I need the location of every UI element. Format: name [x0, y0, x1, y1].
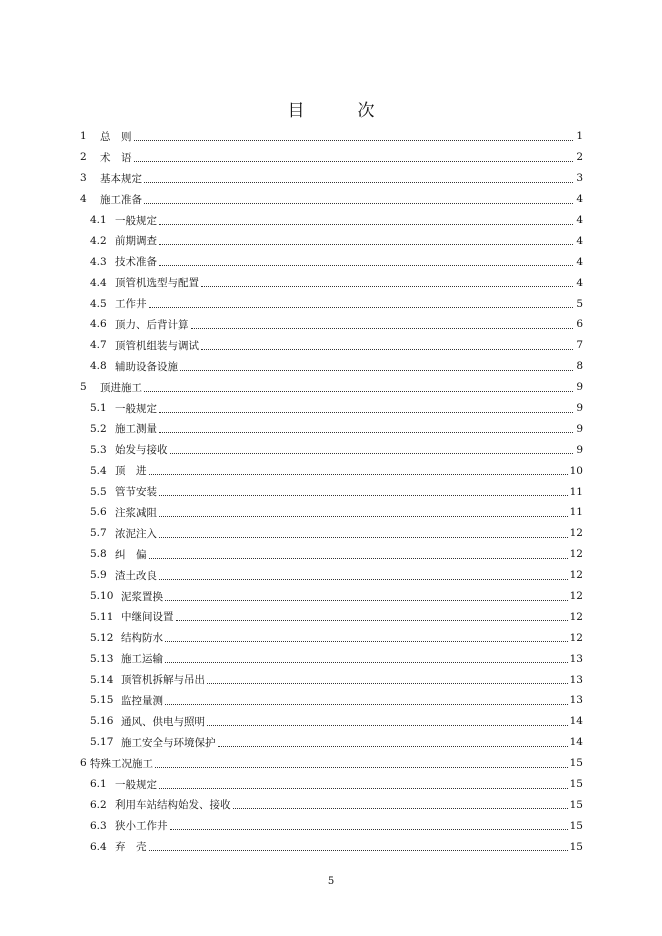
toc-leader-dots: [159, 506, 568, 517]
toc-entry-page: 14: [569, 715, 583, 728]
toc-entry-number: 6.1: [90, 778, 107, 791]
toc-leader-dots: [159, 485, 568, 496]
toc-entry-label: 一般规定: [115, 402, 157, 415]
toc-entry-page: 15: [569, 819, 583, 832]
toc-entry[interactable]: [80, 189, 583, 210]
toc-entry-number: 5.16: [90, 715, 114, 728]
table-of-contents: [80, 126, 583, 857]
toc-entry-label: 利用车站结构始发、接收: [115, 799, 231, 812]
toc-entry-number: 5.7: [90, 527, 107, 540]
toc-entry-number: 5.2: [90, 422, 107, 435]
toc-entry-page: 9: [576, 422, 583, 435]
toc-entry[interactable]: [80, 272, 583, 293]
toc-entry-label: 通风、供电与照明: [121, 715, 205, 728]
toc-entry[interactable]: [80, 293, 583, 314]
toc-entry-label: 顶管机拆解与吊出: [121, 674, 205, 687]
toc-entry-label: 弃 壳: [115, 841, 147, 854]
toc-entry-number: 4.1: [90, 214, 107, 226]
toc-entry[interactable]: [80, 251, 583, 272]
toc-entry-label: 基本规定: [100, 172, 142, 185]
toc-entry[interactable]: [80, 815, 583, 836]
page-number: 5: [327, 876, 335, 887]
toc-entry[interactable]: [80, 398, 583, 419]
toc-entry-page: 4: [576, 214, 583, 226]
toc-entry-label: 结构防水: [121, 632, 163, 645]
toc-leader-dots: [180, 360, 573, 371]
toc-entry-number: 5.10: [90, 590, 114, 603]
toc-entry-page: 2: [576, 151, 583, 164]
toc-entry-page: 1: [576, 130, 583, 143]
toc-entry[interactable]: [80, 586, 583, 607]
toc-entry-number: 5.12: [90, 631, 114, 644]
toc-entry-number: 4: [80, 193, 87, 206]
toc-entry-page: 12: [569, 548, 583, 561]
toc-entry-page: 7: [576, 339, 583, 352]
toc-entry-label: 特殊工况施工: [90, 757, 153, 770]
toc-entry-page: 12: [569, 610, 583, 623]
toc-entry[interactable]: [80, 753, 583, 774]
toc-entry-page: 15: [569, 757, 583, 770]
toc-entry[interactable]: [80, 377, 583, 398]
toc-entry-page: 11: [569, 485, 583, 498]
toc-entry-label: 施工测量: [115, 423, 157, 436]
toc-entry[interactable]: [80, 565, 583, 586]
toc-entry[interactable]: [80, 126, 583, 147]
toc-entry[interactable]: [80, 606, 583, 627]
toc-entry-number: 4.3: [90, 255, 107, 268]
toc-entry-label: 顶力、后背计算: [115, 318, 189, 331]
toc-leader-dots: [149, 297, 574, 308]
toc-leader-dots: [149, 464, 568, 475]
toc-leader-dots: [155, 757, 568, 768]
toc-entry-number: 2: [80, 151, 87, 164]
toc-entry[interactable]: [80, 523, 583, 544]
toc-entry-number: 6.3: [90, 819, 107, 832]
toc-entry-page: 13: [569, 652, 583, 665]
toc-entry-label: 总 则: [100, 130, 132, 143]
toc-leader-dots: [207, 715, 568, 726]
toc-entry-label: 前期调查: [115, 235, 157, 248]
toc-entry-number: 4.2: [90, 234, 107, 247]
toc-entry[interactable]: [80, 230, 583, 251]
toc-leader-dots: [159, 214, 573, 225]
toc-entry-label: 中继间设置: [121, 611, 174, 624]
toc-entry-page: 6: [576, 318, 583, 331]
toc-entry-page: 15: [569, 798, 583, 811]
toc-leader-dots: [159, 422, 573, 433]
toc-entry-label: 纠 偏: [115, 548, 147, 561]
toc-leader-dots: [144, 193, 573, 204]
toc-entry[interactable]: [80, 795, 583, 816]
toc-leader-dots: [159, 234, 573, 245]
toc-entry-page: 3: [576, 172, 583, 185]
toc-entry-number: 5.3: [90, 443, 107, 456]
toc-entry-page: 14: [569, 736, 583, 749]
toc-entry-number: 5.5: [90, 485, 107, 498]
toc-entry[interactable]: [80, 836, 583, 857]
toc-entry-page: 12: [569, 631, 583, 644]
toc-leader-dots: [191, 318, 574, 329]
toc-entry[interactable]: [80, 147, 583, 168]
toc-entry-page: 4: [576, 255, 583, 268]
toc-entry-page: 9: [576, 443, 583, 456]
toc-entry[interactable]: [80, 627, 583, 648]
toc-entry-label: 顶 进: [115, 465, 147, 478]
toc-entry-label: 狭小工作井: [115, 820, 168, 833]
toc-leader-dots: [159, 778, 568, 789]
toc-leader-dots: [165, 694, 568, 705]
toc-entry-label: 监控量测: [121, 694, 163, 707]
toc-entry-page: 9: [576, 381, 583, 394]
toc-entry-label: 一般规定: [115, 778, 157, 791]
toc-entry-page: 9: [576, 402, 583, 415]
toc-entry-number: 4.8: [90, 360, 107, 373]
toc-entry-label: 顶管机组装与调试: [115, 339, 199, 352]
toc-entry[interactable]: [80, 314, 583, 335]
toc-entry-label: 术 语: [100, 151, 132, 164]
toc-entry-number: 4.7: [90, 339, 107, 352]
toc-entry-label: 施工准备: [100, 193, 142, 206]
toc-entry[interactable]: [80, 690, 583, 711]
toc-entry-number: 5.4: [90, 464, 107, 477]
toc-entry-page: 4: [576, 193, 583, 206]
toc-entry[interactable]: [80, 210, 583, 231]
toc-leader-dots: [165, 631, 568, 642]
toc-entry-page: 15: [569, 840, 583, 853]
toc-entry-label: 施工安全与环境保护: [121, 736, 216, 749]
toc-leader-dots: [207, 673, 568, 684]
toc-entry-number: 5.13: [90, 652, 114, 665]
toc-entry[interactable]: [80, 168, 583, 189]
toc-entry-page: 13: [569, 694, 583, 707]
toc-leader-dots: [149, 840, 568, 851]
toc-entry-number: 6: [80, 757, 87, 770]
toc-entry[interactable]: [80, 774, 583, 795]
toc-entry-page: 15: [569, 778, 583, 791]
toc-entry[interactable]: [80, 418, 583, 439]
toc-leader-dots: [176, 610, 568, 621]
toc-entry-number: 6.4: [90, 840, 107, 853]
toc-leader-dots: [201, 276, 573, 287]
toc-entry-number: 5.8: [90, 548, 107, 561]
toc-leader-dots: [201, 339, 573, 350]
toc-entry-label: 注浆减阻: [115, 506, 157, 519]
toc-entry-page: 11: [569, 506, 583, 519]
toc-entry-label: 始发与接收: [115, 444, 168, 457]
toc-entry-label: 顶进施工: [100, 381, 142, 394]
toc-entry-page: 4: [576, 276, 583, 289]
toc-leader-dots: [134, 151, 574, 162]
toc-leader-dots: [159, 569, 568, 580]
toc-entry-label: 工作井: [115, 298, 147, 311]
toc-entry-number: 5.1: [90, 402, 107, 415]
toc-title: 目 次: [287, 101, 393, 121]
toc-leader-dots: [149, 548, 568, 559]
toc-entry[interactable]: [80, 648, 583, 669]
toc-entry-page: 12: [569, 590, 583, 603]
toc-entry[interactable]: [80, 732, 583, 753]
toc-entry-label: 泥浆置换: [121, 590, 163, 603]
toc-entry-label: 辅助设备设施: [115, 360, 178, 373]
toc-entry-number: 5.15: [90, 694, 114, 707]
toc-leader-dots: [170, 443, 574, 454]
toc-entry-label: 顶管机选型与配置: [115, 277, 199, 290]
toc-entry-label: 浓泥注入: [115, 527, 157, 540]
toc-leader-dots: [134, 130, 574, 141]
toc-leader-dots: [218, 736, 568, 747]
toc-leader-dots: [159, 255, 573, 266]
toc-leader-dots: [159, 527, 568, 538]
toc-entry[interactable]: [80, 669, 583, 690]
toc-leader-dots: [165, 652, 568, 663]
toc-entry-number: 5.11: [90, 610, 114, 623]
toc-entry-page: 10: [569, 464, 583, 477]
toc-leader-dots: [159, 402, 573, 413]
toc-entry[interactable]: [80, 711, 583, 732]
toc-leader-dots: [144, 381, 573, 392]
toc-entry-page: 8: [576, 360, 583, 373]
toc-entry-number: 6.2: [90, 798, 107, 811]
toc-entry-number: 4.6: [90, 318, 107, 331]
toc-entry-page: 5: [576, 297, 583, 310]
toc-entry-number: 4.5: [90, 297, 107, 310]
toc-entry[interactable]: [80, 335, 583, 356]
toc-entry[interactable]: [80, 544, 583, 565]
toc-entry-page: 12: [569, 527, 583, 540]
toc-leader-dots: [165, 590, 568, 601]
toc-entry-page: 4: [576, 234, 583, 247]
toc-entry-number: 4.4: [90, 276, 107, 289]
toc-entry-number: 5: [80, 381, 87, 394]
toc-entry-number: 3: [80, 172, 87, 185]
toc-entry-label: 管节安装: [115, 486, 157, 499]
toc-entry-label: 一般规定: [115, 214, 157, 227]
toc-entry[interactable]: [80, 460, 583, 481]
toc-leader-dots: [170, 819, 568, 830]
toc-entry-label: 技术准备: [115, 256, 157, 269]
toc-entry-page: 13: [569, 673, 583, 686]
toc-entry[interactable]: [80, 502, 583, 523]
toc-entry-number: 5.14: [90, 673, 114, 686]
toc-entry-label: 渣土改良: [115, 569, 157, 582]
toc-entry[interactable]: [80, 356, 583, 377]
toc-entry[interactable]: [80, 439, 583, 460]
toc-entry-number: 5.6: [90, 506, 107, 519]
toc-entry[interactable]: [80, 481, 583, 502]
toc-entry-number: 1: [80, 130, 87, 143]
toc-leader-dots: [144, 172, 573, 183]
toc-entry-page: 12: [569, 569, 583, 582]
toc-entry-number: 5.9: [90, 569, 107, 582]
toc-leader-dots: [233, 798, 568, 809]
toc-entry-number: 5.17: [90, 736, 114, 749]
toc-entry-label: 施工运输: [121, 653, 163, 666]
